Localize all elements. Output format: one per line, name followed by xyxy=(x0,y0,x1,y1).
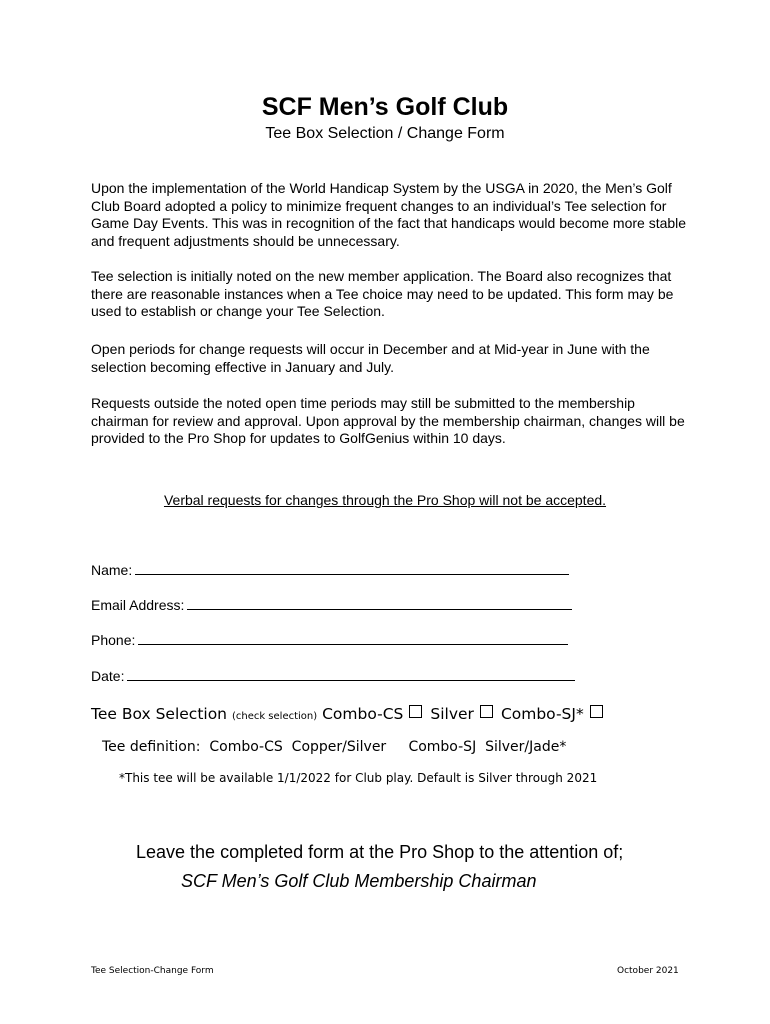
form-subtitle: Tee Box Selection / Change Form xyxy=(265,125,505,142)
closing-instruction: Leave the completed form at the Pro Shop to the attention of; xyxy=(136,842,624,862)
tee-availability-note: *This tee will be available 1/1/2022 for Club play. Default is Silver through 2021 xyxy=(119,771,598,785)
closing-recipient: SCF Men’s Golf Club Membership Chairman xyxy=(181,871,537,891)
option-combo-cs-label: Combo-CS xyxy=(322,705,404,723)
date-label: Date: xyxy=(91,668,125,684)
selection-label: Tee Box Selection xyxy=(91,705,228,723)
option-combo-sj-label: Combo-SJ* xyxy=(500,705,584,723)
option-combo-cs-checkbox[interactable] xyxy=(409,705,422,718)
requests-paragraph: Requests outside the noted open time periods may still be submitted to the membership chairman for review and approval. Upon approval by the membership chairman, changes will be provided to the Pro Shop for updates to GolfGenius within 10 days. xyxy=(91,395,685,446)
option-combo-sj-checkbox[interactable] xyxy=(590,705,603,718)
name-label: Name: xyxy=(91,562,133,578)
option-silver-checkbox[interactable] xyxy=(480,705,493,718)
phone-line[interactable] xyxy=(138,632,568,645)
tee-definition: Tee definition: Combo-CS Copper/Silver Combo-SJ Silver/Jade* xyxy=(102,739,567,755)
selection-hint: (check selection) xyxy=(231,711,318,722)
tee-box-selection xyxy=(91,704,611,727)
verbal-requests-notice: Verbal requests for changes through the Pro Shop will not be accepted. xyxy=(163,492,607,508)
tee-selection-paragraph: Tee selection is initially noted on the new member application. The Board also recognizes that there are reasonable instances when a Tee choice may need to be updated. This form may be used to establish or change your Tee Selection. xyxy=(91,268,674,319)
form-title: SCF Men’s Golf Club xyxy=(261,93,509,121)
email-line[interactable] xyxy=(187,597,572,610)
date-line[interactable] xyxy=(127,668,575,681)
name-line[interactable] xyxy=(135,562,569,575)
date-field[interactable] xyxy=(91,667,575,685)
footer-date: October 2021 xyxy=(617,966,679,976)
phone-label: Phone: xyxy=(91,632,136,648)
open-periods-paragraph: Open periods for change requests will occur in December and at Mid-year in June with the selection becoming effective in January and July. xyxy=(91,341,650,375)
phone-field[interactable] xyxy=(91,631,568,649)
email-label: Email Address: xyxy=(91,597,185,613)
option-silver-label: Silver xyxy=(430,705,474,723)
name-field[interactable] xyxy=(91,561,569,579)
email-field[interactable] xyxy=(91,596,572,614)
intro-paragraph: Upon the implementation of the World Handicap System by the USGA in 2020, the Men’s Golf Club Board adopted a policy to minimize frequent changes to an individual’s Tee selection for Game Day Events. This was in recognition of the fact that handicaps would become more stable and frequent adjustments should be unnecessary. xyxy=(91,180,687,249)
footer-form-name: Tee Selection-Change Form xyxy=(91,966,214,976)
